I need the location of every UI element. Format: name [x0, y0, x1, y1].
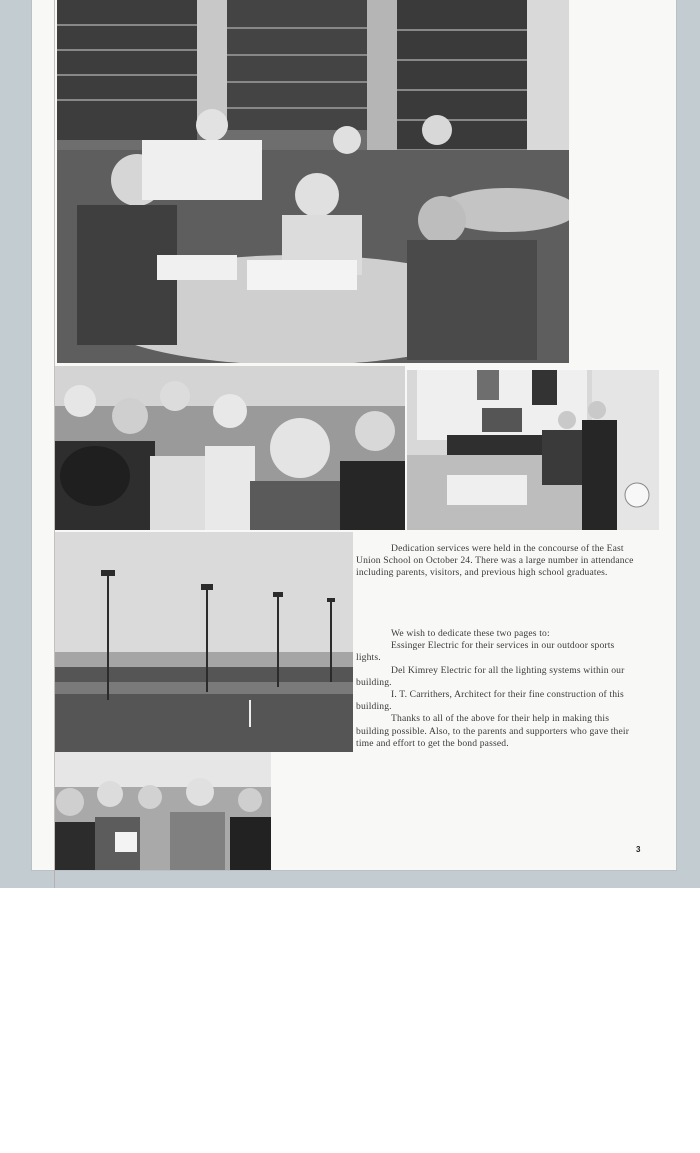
sports-field-photo — [55, 532, 353, 752]
dedication-item: Thanks to all of the above for their help in making this building possible. Also, to the parents and supporters who gave their time and effort to get the bond passed. — [356, 713, 630, 749]
dedication-item: Del Kimrey Electric for all the lighting systems within our building. — [356, 664, 625, 688]
dedication-services-caption — [356, 543, 640, 580]
hallway-photo — [407, 370, 659, 530]
page-number: 3 — [636, 845, 641, 854]
crowd-photo — [55, 366, 405, 530]
dedication-intro: We wish to dedicate these two pages to: — [391, 628, 550, 639]
caption-paragraph: Dedication services were held in the concourse of the East Union School on October 24. There was a large number in attendance including parents, visitors, and previous high school graduates. — [356, 543, 634, 579]
library-photo — [57, 0, 569, 363]
dedication-item: I. T. Carrithers, Architect for their fine construction of this building. — [356, 689, 624, 713]
dedication-text — [356, 628, 640, 750]
second-crowd-photo — [55, 752, 271, 870]
dedication-item: Essinger Electric for their services in our outdoor sports lights. — [356, 640, 615, 664]
